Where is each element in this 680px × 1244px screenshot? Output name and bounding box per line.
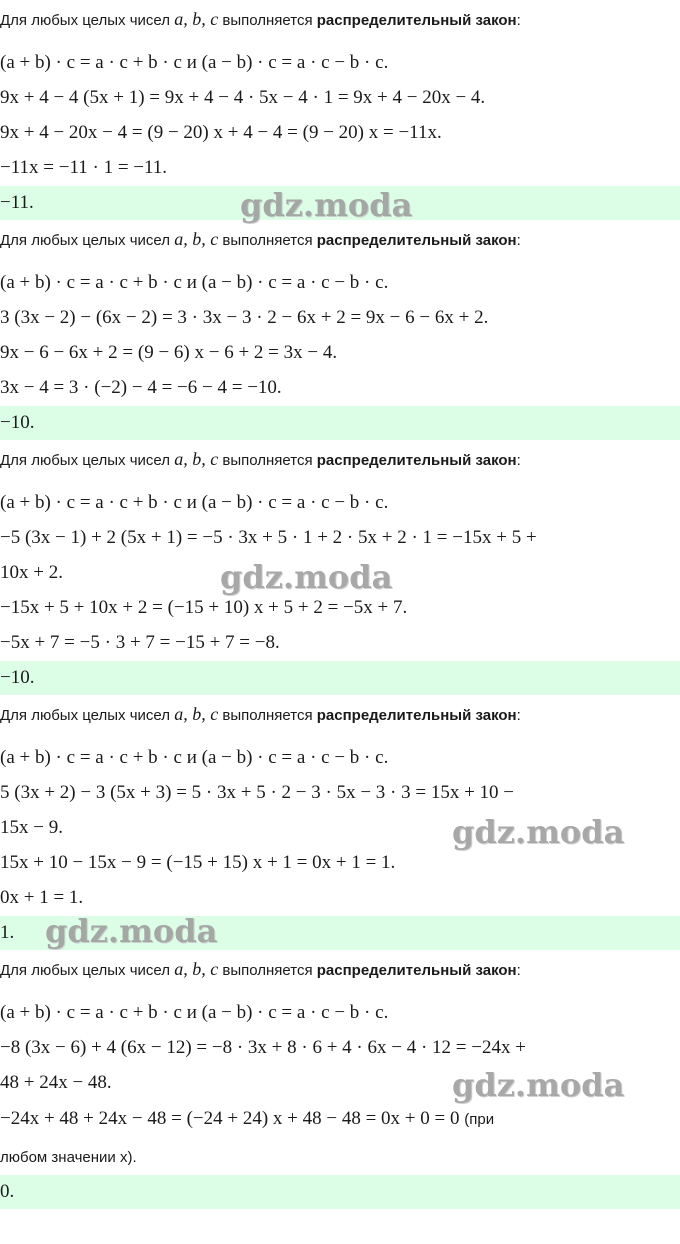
solution-line: 3x − 4 = 3 · (−2) − 4 = −6 − 4 = −10. (0, 377, 282, 398)
law-line: (a + b) · c = a · c + b · c и (a − b) · c = a · c − b · c. (0, 747, 389, 768)
answer-text: 0. (0, 1181, 15, 1202)
solution-line: −11x = −11 · 1 = −11. (0, 157, 168, 178)
answer-row (0, 1175, 680, 1209)
solution-line: 48 + 24x − 48. (0, 1072, 112, 1093)
solution-line: 5 (3x + 2) − 3 (5x + 3) = 5 · 3x + 5 · 2 − 3 · 5x − 3 · 3 = 15x + 10 − (0, 782, 515, 803)
solution-line: 0x + 1 = 1. (0, 887, 84, 908)
solution-line: −5x + 7 = −5 · 3 + 7 = −15 + 7 = −8. (0, 632, 280, 653)
answer-row (0, 406, 680, 440)
watermark-logo: gdz.moda (452, 813, 625, 851)
intro-text: Для любых целых чисел a, b, c выполняется распределительный закон: (0, 9, 521, 29)
law-line: (a + b) · c = a · c + b · c и (a − b) · c = a · c − b · c. (0, 1002, 389, 1023)
solution-line: 9x − 6 − 6x + 2 = (9 − 6) x − 6 + 2 = 3x − 4. (0, 342, 338, 363)
intro-text: Для любых целых чисел a, b, c выполняется распределительный закон: (0, 449, 521, 469)
law-line: (a + b) · c = a · c + b · c и (a − b) · c = a · c − b · c. (0, 272, 389, 293)
intro-text: Для любых целых чисел a, b, c выполняется распределительный закон: (0, 229, 521, 249)
solution-note: любом значении x). (0, 1149, 137, 1166)
law-line: (a + b) · c = a · c + b · c и (a − b) · c = a · c − b · c. (0, 492, 389, 513)
intro-text: Для любых целых чисел a, b, c выполняется распределительный закон: (0, 959, 521, 979)
law-line: (a + b) · c = a · c + b · c и (a − b) · c = a · c − b · c. (0, 52, 389, 73)
watermark-logo: gdz.moda (240, 186, 413, 224)
solution-line: −15x + 5 + 10x + 2 = (−15 + 10) x + 5 + 2 = −5x + 7. (0, 597, 408, 618)
solution-line: 10x + 2. (0, 562, 63, 583)
solution-line: 3 (3x − 2) − (6x − 2) = 3 · 3x − 3 · 2 − 6x + 2 = 9x − 6 − 6x + 2. (0, 307, 489, 328)
answer-text: −10. (0, 412, 35, 433)
solution-line: 9x + 4 − 4 (5x + 1) = 9x + 4 − 4 · 5x − 4 · 1 = 9x + 4 − 20x − 4. (0, 87, 486, 108)
answer-text: 1. (0, 922, 15, 943)
solution-line: −8 (3x − 6) + 4 (6x − 12) = −8 · 3x + 8 · 6 + 4 · 6x − 4 · 12 = −24x + (0, 1037, 526, 1058)
solution-line: 15x + 10 − 15x − 9 = (−15 + 15) x + 1 = 0x + 1 = 1. (0, 852, 396, 873)
solution-text: −24x + 48 + 24x − 48 = (−24 + 24) x + 48 − 48 = 0x + 0 = 0 (0, 1108, 460, 1129)
answer-text: −10. (0, 667, 35, 688)
solution-line (0, 1104, 494, 1134)
watermark-logo: gdz.moda (220, 558, 393, 596)
solution-line: 15x − 9. (0, 817, 63, 838)
answer-row (0, 661, 680, 695)
watermark-logo: gdz.moda (452, 1066, 625, 1104)
intro-text: Для любых целых чисел a, b, c выполняется распределительный закон: (0, 704, 521, 724)
solution-note: (при (464, 1111, 495, 1128)
solution-line: −5 (3x − 1) + 2 (5x + 1) = −5 · 3x + 5 · 1 + 2 · 5x + 2 · 1 = −15x + 5 + (0, 527, 537, 548)
watermark-logo: gdz.moda (45, 912, 218, 950)
solution-line: 9x + 4 − 20x − 4 = (9 − 20) x + 4 − 4 = (9 − 20) x = −11x. (0, 122, 442, 143)
answer-text: −11. (0, 192, 34, 213)
